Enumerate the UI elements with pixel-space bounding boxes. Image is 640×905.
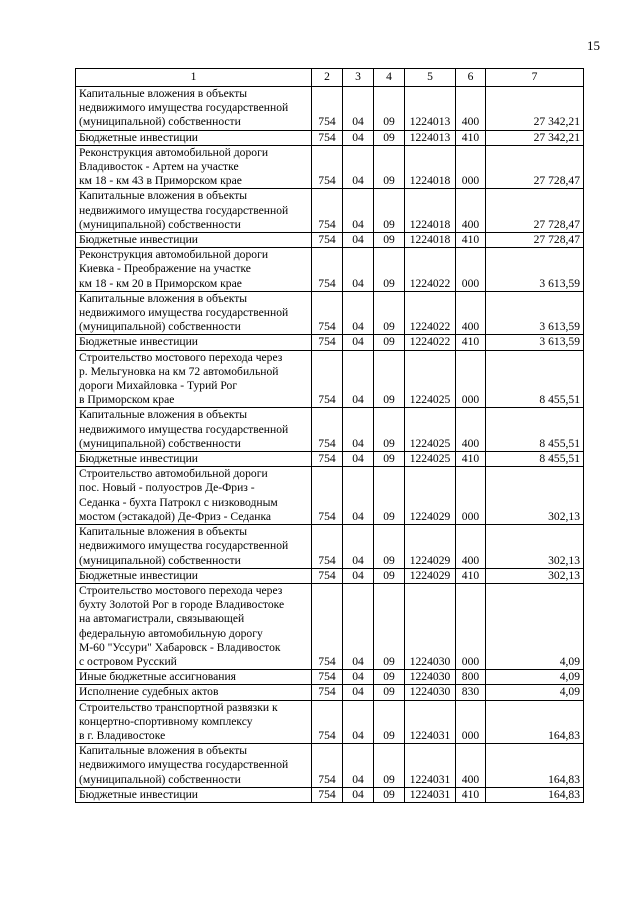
table-row [76, 525, 584, 569]
target-article-cell: 1224025 [405, 350, 456, 408]
subsection-code-cell: 09 [374, 787, 405, 802]
target-article-cell: 1224018 [405, 189, 456, 233]
ministry-code-cell: 754 [312, 787, 343, 802]
subsection-code-cell: 09 [374, 87, 405, 131]
ministry-code-cell: 754 [312, 233, 343, 248]
amount-cell: 3 613,59 [486, 291, 584, 335]
target-article-cell: 1224031 [405, 787, 456, 802]
item-name-cell: Бюджетные инвестиции [76, 452, 312, 467]
amount-cell: 8 455,51 [486, 452, 584, 467]
ministry-code-cell: 754 [312, 248, 343, 292]
target-article-cell: 1224018 [405, 145, 456, 189]
target-article-cell: 1224022 [405, 335, 456, 350]
subsection-code-cell: 09 [374, 670, 405, 685]
target-article-cell: 1224022 [405, 291, 456, 335]
item-name-cell: Строительство мостового перехода через р. Мельгуновка на км 72 автомобильной дороги Михайловка - Турий Рог в Приморском крае [76, 350, 312, 408]
table-row [76, 452, 584, 467]
ministry-code-cell: 754 [312, 291, 343, 335]
ministry-code-cell: 754 [312, 700, 343, 744]
table-row [76, 87, 584, 131]
table-row [76, 408, 584, 452]
item-name-cell: Реконструкция автомобильной дороги Киевка - Преображение на участке км 18 - км 20 в Приморском крае [76, 248, 312, 292]
page-number: 15 [587, 38, 600, 53]
subsection-code-cell: 09 [374, 685, 405, 700]
section-code-cell: 04 [343, 744, 374, 788]
table-row [76, 291, 584, 335]
table-row [76, 700, 584, 744]
ministry-code-cell: 754 [312, 87, 343, 131]
subsection-code-cell: 09 [374, 700, 405, 744]
target-article-cell: 1224025 [405, 452, 456, 467]
table-row [76, 130, 584, 145]
target-article-cell: 1224030 [405, 685, 456, 700]
expense-type-cell: 410 [456, 233, 486, 248]
amount-cell: 302,13 [486, 467, 584, 525]
target-article-cell: 1224031 [405, 744, 456, 788]
ministry-code-cell: 754 [312, 583, 343, 669]
target-article-cell: 1224030 [405, 670, 456, 685]
column-header: 5 [405, 69, 456, 87]
target-article-cell: 1224031 [405, 700, 456, 744]
item-name-cell: Капитальные вложения в объекты недвижимого имущества государственной (муниципальной) собственности [76, 744, 312, 788]
table-row [76, 335, 584, 350]
expense-type-cell: 400 [456, 525, 486, 569]
subsection-code-cell: 09 [374, 408, 405, 452]
section-code-cell: 04 [343, 525, 374, 569]
expense-type-cell: 400 [456, 87, 486, 131]
amount-cell: 8 455,51 [486, 350, 584, 408]
expense-type-cell: 410 [456, 130, 486, 145]
budget-table [75, 68, 584, 803]
table-row [76, 467, 584, 525]
column-header: 6 [456, 69, 486, 87]
expense-type-cell: 400 [456, 744, 486, 788]
table-row [76, 744, 584, 788]
section-code-cell: 04 [343, 452, 374, 467]
amount-cell: 302,13 [486, 525, 584, 569]
item-name-cell: Бюджетные инвестиции [76, 335, 312, 350]
subsection-code-cell: 09 [374, 335, 405, 350]
subsection-code-cell: 09 [374, 452, 405, 467]
item-name-cell: Строительство автомобильной дороги пос. Новый - полуостров Де-Фриз - Седанка - бухта Патрокл с низководным мостом (эстакадой) Де-Фриз - Седанка [76, 467, 312, 525]
table-row [76, 145, 584, 189]
table-row [76, 670, 584, 685]
expense-type-cell: 800 [456, 670, 486, 685]
ministry-code-cell: 754 [312, 452, 343, 467]
amount-cell: 4,09 [486, 583, 584, 669]
ministry-code-cell: 754 [312, 467, 343, 525]
item-name-cell: Строительство транспортной развязки к концертно-спортивному комплексу в г. Владивостоке [76, 700, 312, 744]
target-article-cell: 1224013 [405, 130, 456, 145]
section-code-cell: 04 [343, 335, 374, 350]
ministry-code-cell: 754 [312, 744, 343, 788]
subsection-code-cell: 09 [374, 744, 405, 788]
item-name-cell: Капитальные вложения в объекты недвижимого имущества государственной (муниципальной) собственности [76, 291, 312, 335]
section-code-cell: 04 [343, 568, 374, 583]
ministry-code-cell: 754 [312, 350, 343, 408]
section-code-cell: 04 [343, 467, 374, 525]
item-name-cell: Бюджетные инвестиции [76, 568, 312, 583]
amount-cell: 164,83 [486, 700, 584, 744]
section-code-cell: 04 [343, 408, 374, 452]
item-name-cell: Иные бюджетные ассигнования [76, 670, 312, 685]
ministry-code-cell: 754 [312, 685, 343, 700]
item-name-cell: Бюджетные инвестиции [76, 787, 312, 802]
amount-cell: 164,83 [486, 787, 584, 802]
column-header: 4 [374, 69, 405, 87]
target-article-cell: 1224029 [405, 568, 456, 583]
item-name-cell: Капитальные вложения в объекты недвижимого имущества государственной (муниципальной) собственности [76, 189, 312, 233]
subsection-code-cell: 09 [374, 189, 405, 233]
table-header-row [76, 69, 584, 87]
section-code-cell: 04 [343, 670, 374, 685]
amount-cell: 3 613,59 [486, 335, 584, 350]
column-header: 7 [486, 69, 584, 87]
expense-type-cell: 400 [456, 189, 486, 233]
section-code-cell: 04 [343, 583, 374, 669]
section-code-cell: 04 [343, 787, 374, 802]
subsection-code-cell: 09 [374, 583, 405, 669]
ministry-code-cell: 754 [312, 145, 343, 189]
subsection-code-cell: 09 [374, 568, 405, 583]
section-code-cell: 04 [343, 145, 374, 189]
table-row [76, 233, 584, 248]
section-code-cell: 04 [343, 700, 374, 744]
ministry-code-cell: 754 [312, 408, 343, 452]
amount-cell: 302,13 [486, 568, 584, 583]
amount-cell: 27 728,47 [486, 145, 584, 189]
target-article-cell: 1224022 [405, 248, 456, 292]
amount-cell: 4,09 [486, 685, 584, 700]
expense-type-cell: 000 [456, 467, 486, 525]
subsection-code-cell: 09 [374, 525, 405, 569]
column-header: 3 [343, 69, 374, 87]
column-header: 1 [76, 69, 312, 87]
item-name-cell: Бюджетные инвестиции [76, 130, 312, 145]
ministry-code-cell: 754 [312, 525, 343, 569]
section-code-cell: 04 [343, 130, 374, 145]
amount-cell: 3 613,59 [486, 248, 584, 292]
expense-type-cell: 000 [456, 700, 486, 744]
subsection-code-cell: 09 [374, 233, 405, 248]
item-name-cell: Капитальные вложения в объекты недвижимого имущества государственной (муниципальной) собственности [76, 525, 312, 569]
amount-cell: 4,09 [486, 670, 584, 685]
target-article-cell: 1224029 [405, 467, 456, 525]
item-name-cell: Строительство мостового перехода через бухту Золотой Рог в городе Владивостоке на автомагистрали, связывающей федеральную автомобильную дорогу М-60 "Уссури" Хабаровск - Владивосток с островом Русский [76, 583, 312, 669]
table-row [76, 568, 584, 583]
table-row [76, 189, 584, 233]
table-row [76, 685, 584, 700]
ministry-code-cell: 754 [312, 670, 343, 685]
ministry-code-cell: 754 [312, 568, 343, 583]
expense-type-cell: 000 [456, 145, 486, 189]
section-code-cell: 04 [343, 350, 374, 408]
expense-type-cell: 830 [456, 685, 486, 700]
item-name-cell: Реконструкция автомобильной дороги Владивосток - Артем на участке км 18 - км 43 в Приморском крае [76, 145, 312, 189]
section-code-cell: 04 [343, 87, 374, 131]
subsection-code-cell: 09 [374, 145, 405, 189]
ministry-code-cell: 754 [312, 189, 343, 233]
amount-cell: 164,83 [486, 744, 584, 788]
subsection-code-cell: 09 [374, 467, 405, 525]
subsection-code-cell: 09 [374, 248, 405, 292]
item-name-cell: Исполнение судебных актов [76, 685, 312, 700]
amount-cell: 27 728,47 [486, 233, 584, 248]
amount-cell: 8 455,51 [486, 408, 584, 452]
subsection-code-cell: 09 [374, 350, 405, 408]
section-code-cell: 04 [343, 248, 374, 292]
amount-cell: 27 342,21 [486, 130, 584, 145]
section-code-cell: 04 [343, 189, 374, 233]
subsection-code-cell: 09 [374, 130, 405, 145]
table-row [76, 248, 584, 292]
expense-type-cell: 000 [456, 350, 486, 408]
expense-type-cell: 000 [456, 583, 486, 669]
section-code-cell: 04 [343, 291, 374, 335]
table-body [76, 87, 584, 803]
expense-type-cell: 400 [456, 408, 486, 452]
target-article-cell: 1224018 [405, 233, 456, 248]
section-code-cell: 04 [343, 685, 374, 700]
ministry-code-cell: 754 [312, 130, 343, 145]
table-row [76, 350, 584, 408]
table-row [76, 787, 584, 802]
target-article-cell: 1224030 [405, 583, 456, 669]
item-name-cell: Бюджетные инвестиции [76, 233, 312, 248]
target-article-cell: 1224013 [405, 87, 456, 131]
item-name-cell: Капитальные вложения в объекты недвижимого имущества государственной (муниципальной) собственности [76, 87, 312, 131]
expense-type-cell: 410 [456, 452, 486, 467]
expense-type-cell: 410 [456, 335, 486, 350]
amount-cell: 27 342,21 [486, 87, 584, 131]
table-row [76, 583, 584, 669]
section-code-cell: 04 [343, 233, 374, 248]
column-header: 2 [312, 69, 343, 87]
target-article-cell: 1224029 [405, 525, 456, 569]
expense-type-cell: 400 [456, 291, 486, 335]
target-article-cell: 1224025 [405, 408, 456, 452]
expense-type-cell: 410 [456, 787, 486, 802]
ministry-code-cell: 754 [312, 335, 343, 350]
expense-type-cell: 410 [456, 568, 486, 583]
subsection-code-cell: 09 [374, 291, 405, 335]
amount-cell: 27 728,47 [486, 189, 584, 233]
item-name-cell: Капитальные вложения в объекты недвижимого имущества государственной (муниципальной) собственности [76, 408, 312, 452]
expense-type-cell: 000 [456, 248, 486, 292]
